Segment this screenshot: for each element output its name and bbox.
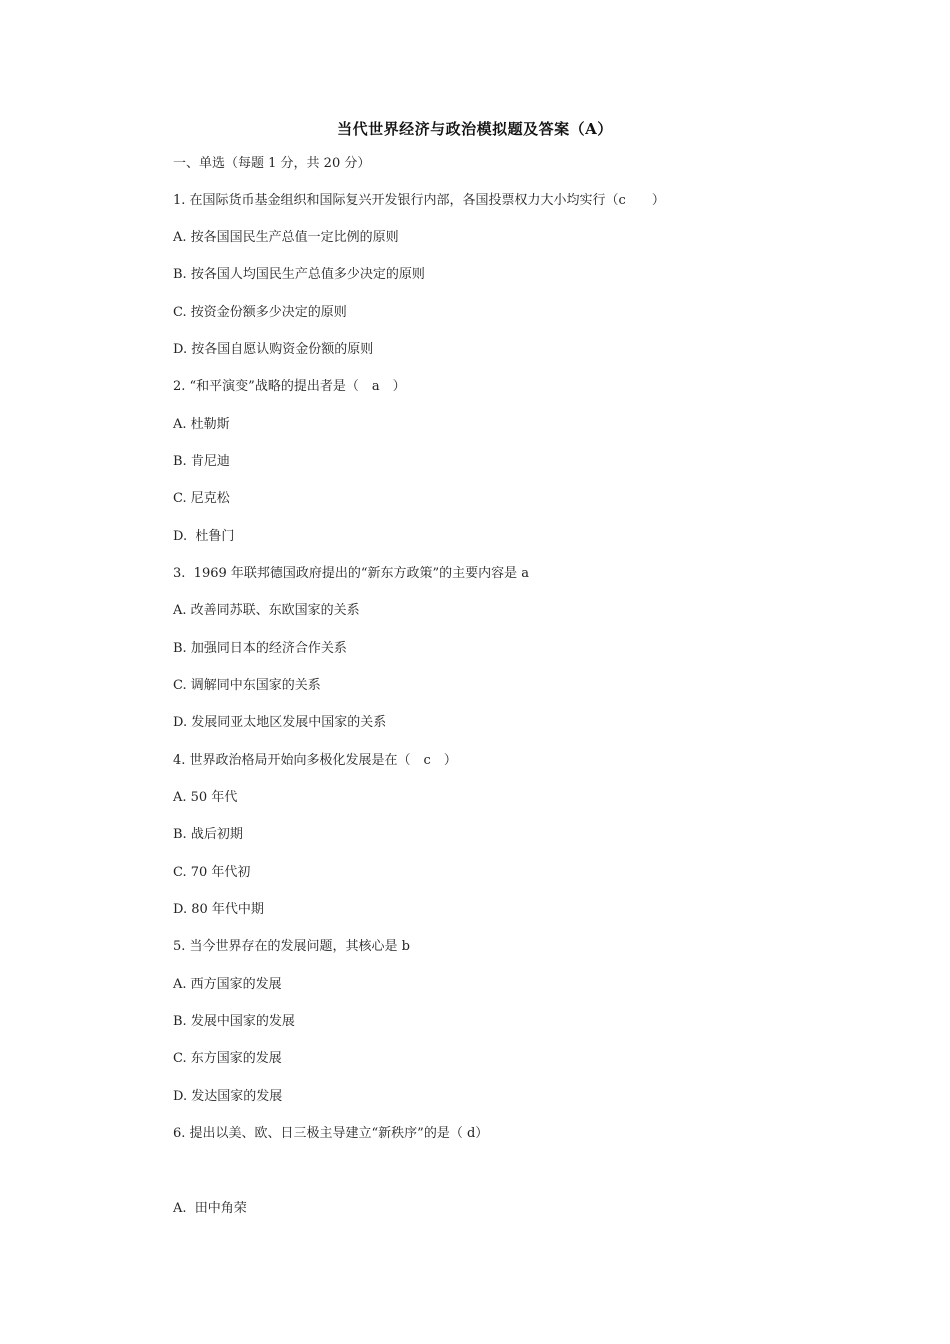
question-3-option-c: C. 调解同中东国家的关系 — [173, 678, 321, 693]
question-5-option-c: C. 东方国家的发展 — [173, 1051, 282, 1066]
question-6: 6. 提出以美、欧、日三极主导建立“新秩序”的是（ d） — [173, 1126, 489, 1141]
question-2-option-c: C. 尼克松 — [173, 491, 230, 506]
question-1-option-d: D. 按各国自愿认购资金份额的原则 — [173, 342, 374, 357]
section-heading: 一、单选（每题 1 分，共 20 分） — [173, 156, 371, 171]
question-1-option-c: C. 按资金份额多少决定的原则 — [173, 305, 347, 320]
question-4-option-b: B. 战后初期 — [173, 827, 243, 842]
question-4-option-d: D. 80 年代中期 — [173, 902, 264, 917]
question-5: 5. 当今世界存在的发展问题，其核心是 b — [173, 939, 410, 954]
question-4: 4. 世界政治格局开始向多极化发展是在（ c ） — [173, 753, 457, 768]
question-2-option-b: B. 肯尼迪 — [173, 454, 230, 469]
question-1-option-a: A. 按各国国民生产总值一定比例的原则 — [173, 230, 399, 245]
question-5-option-d: D. 发达国家的发展 — [173, 1089, 283, 1104]
question-1: 1. 在国际货币基金组织和国际复兴开发银行内部，各国投票权力大小均实行（c ） — [173, 193, 665, 208]
question-4-option-c: C. 70 年代初 — [173, 865, 251, 880]
question-4-option-a: A. 50 年代 — [173, 790, 238, 805]
question-6-option-a: A. 田中角荣 — [173, 1201, 247, 1216]
question-5-option-b: B. 发展中国家的发展 — [173, 1014, 295, 1029]
question-3-option-b: B. 加强同日本的经济合作关系 — [173, 641, 347, 656]
question-3-option-d: D. 发展同亚太地区发展中国家的关系 — [173, 715, 387, 730]
question-1-option-b: B. 按各国人均国民生产总值多少决定的原则 — [173, 267, 425, 282]
question-3-option-a: A. 改善同苏联、东欧国家的关系 — [173, 603, 360, 618]
question-2-option-a: A. 杜勒斯 — [173, 417, 230, 432]
question-2-option-d: D. 杜鲁门 — [173, 529, 235, 544]
question-5-option-a: A. 西方国家的发展 — [173, 977, 282, 992]
question-2: 2. “和平演变”战略的提出者是（ a ） — [173, 379, 406, 394]
question-3: 3. 1969 年联邦德国政府提出的“新东方政策”的主要内容是 a — [173, 566, 530, 581]
page-title: 当代世界经济与政治模拟题及答案（A） — [337, 120, 613, 138]
